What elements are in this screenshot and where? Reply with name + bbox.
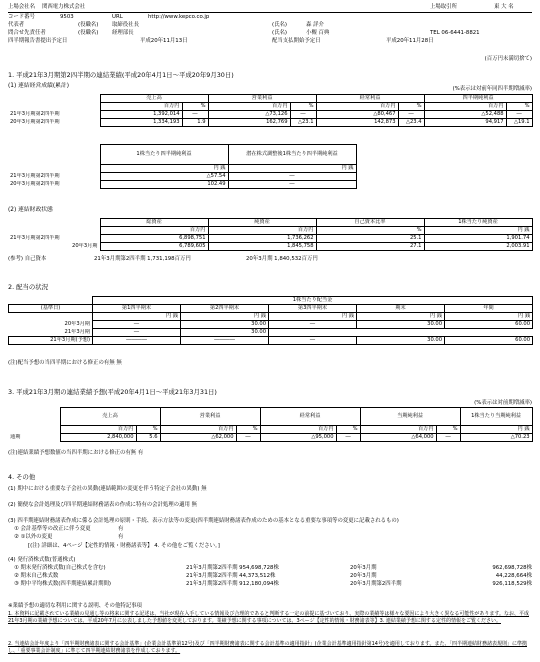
row-label: 21年3月期第2四半期 xyxy=(10,111,60,118)
cell: ― xyxy=(506,111,532,119)
dividend-note: (注)配当予想の当四半期における修正の有無 無 xyxy=(8,360,122,366)
code-value: 9503 xyxy=(60,14,74,20)
cell: △23.1 xyxy=(290,119,316,127)
cell: △70.23 xyxy=(460,434,532,442)
contact-name: 小槻 百典 xyxy=(306,30,330,36)
col-equity-ratio: 自己資本比率 xyxy=(316,219,424,227)
col-eps: 1株当たり四半期純利益 xyxy=(100,145,228,165)
rep-name-label: (氏名) xyxy=(272,22,287,28)
cell: △64,000 xyxy=(360,434,436,442)
unit: 百万円 xyxy=(100,227,208,235)
table-row xyxy=(8,181,356,189)
shares-value-prior: 926,118,529株 xyxy=(492,581,532,587)
unit: 百万円 xyxy=(100,103,182,111)
contact-name-label: (氏名) xyxy=(272,30,287,36)
row-label: 20年3月期第2四半期 xyxy=(10,119,60,126)
section3-note-right: (%表示は対前期増減率) xyxy=(474,400,532,406)
footer-paragraph-1: 1. 本資料に記載されている業績の見通し等の将来に関する記述は、当社が現在入手している情報及び合理的であると判断する一定の前提に基づいており、実際の業績等は様々な要因により大きく異なる可能性があります。なお、平成21年3月期の業績予想については、平成20年7月に公表しました予想値を変更しております。業績予想に関する事項については、3ページ【定性的情報・財務諸表等】3. 連結業績予想に関する定性的情報をご覧ください。 xyxy=(8,611,529,625)
tel: TEL 06-6441-8821 xyxy=(430,30,480,36)
section2-title: 2. 配当の状況 xyxy=(8,283,49,291)
cell: ― xyxy=(269,321,357,329)
cell: 1,334,193 xyxy=(100,119,182,127)
unit: % xyxy=(236,426,260,434)
cell: 30.00 xyxy=(357,321,445,329)
unit: 円 銭 xyxy=(181,313,269,321)
cell: 6,898,751 xyxy=(100,235,208,243)
cell: 1,845,758 xyxy=(208,243,316,251)
cell: 162,769 xyxy=(208,119,290,127)
row-label: 21年3月期(予想) xyxy=(9,337,93,345)
cell: ― xyxy=(236,434,260,442)
dividend-group-header: 1株当たり配当金 xyxy=(93,297,533,305)
cell: △52,488 xyxy=(424,111,506,119)
unit: % xyxy=(316,227,424,235)
table-row xyxy=(9,321,533,329)
row-label: 通期 xyxy=(10,434,21,441)
section1-sub1: (1) 連結経営成績(累計) xyxy=(8,83,69,89)
unit: 円 銭 xyxy=(93,313,181,321)
cell: ― xyxy=(93,329,181,337)
exchange-label: 上場取引所 xyxy=(430,4,457,10)
cell: 102.49 xyxy=(100,181,228,189)
cell: △62,000 xyxy=(160,434,236,442)
financial-position-table xyxy=(8,218,533,251)
unit: 円 銭 xyxy=(357,313,445,321)
code-label: コード番号 xyxy=(8,14,35,20)
cell: 1,736,262 xyxy=(208,235,316,243)
cell: 30.00 xyxy=(357,337,445,345)
forecast-table xyxy=(8,407,533,442)
unit: 円 銭 xyxy=(424,227,532,235)
row-label: 21年3月期第2四半期 xyxy=(10,235,60,242)
unit: 百万円 xyxy=(208,103,290,111)
exchange-value: 東 大 名 xyxy=(494,4,514,10)
unit: % xyxy=(136,426,160,434)
section4-item1: (1) 期中における重要な子会社の異動(連結範囲の変更を伴う特定子会社の異動) 無 xyxy=(8,486,207,492)
cell: ― xyxy=(398,111,424,119)
section1-title: 1. 平成21年3月期第2四半期の連結業績(平成20年4月1日～平成20年9月30日) xyxy=(8,71,234,79)
eps-table xyxy=(8,144,357,189)
section4-item3a-label: ① 会計基準等の改正に伴う変更 xyxy=(14,526,91,532)
cell: 25.1 xyxy=(316,235,424,243)
unit: 円 銭 xyxy=(269,313,357,321)
contact-title-label: (役職名) xyxy=(78,30,99,36)
equity-note-2: 20年3月期 1,840,532百万円 xyxy=(246,256,318,262)
col-q3: 第3四半期末 xyxy=(269,305,357,313)
shares-label: ③ 期中平均株式数(四半期連結累計期間) xyxy=(14,581,112,587)
url-label: URL xyxy=(112,14,123,20)
col-operating-income: 営業利益 xyxy=(208,95,316,103)
unit: 百万円 xyxy=(60,426,136,434)
table-row xyxy=(8,235,532,243)
col-net-income: 当期純利益 xyxy=(360,408,460,426)
cell: 60.00 xyxy=(445,337,533,345)
col-net-assets: 純資産 xyxy=(208,219,316,227)
cell: 2,840,000 xyxy=(60,434,136,442)
col-year-end: 期末 xyxy=(357,305,445,313)
shares-value-current: 21年3月期第2四半期 912,180,094株 xyxy=(186,581,279,587)
section4-item3-note: [(注) 詳細は、4ページ【定性的情報・財務諸表等】 4. その他をご覧ください。] xyxy=(28,543,220,549)
cell: 27.1 xyxy=(316,243,424,251)
cell: △80,467 xyxy=(316,111,398,119)
section4-item2: (2) 簡便な会計処理及び四半期連結財務諸表の作成に特有の会計処理の適用 無 xyxy=(8,502,197,508)
cell: ― xyxy=(228,181,356,189)
col-operating-income: 営業利益 xyxy=(160,408,260,426)
equity-note-label: (参考) 自己資本 xyxy=(8,256,47,262)
unit: % xyxy=(290,103,316,111)
unit: 百万円 xyxy=(360,426,436,434)
section4-item3a-value: 有 xyxy=(118,526,124,532)
col-q2: 第2四半期末 xyxy=(181,305,269,313)
shares-period-prior: 20年3月期 xyxy=(350,565,377,571)
unit: 百万円 xyxy=(160,426,236,434)
section4-item3b-label: ② ①以外の変更 xyxy=(14,534,53,540)
rep-title-label: (役職名) xyxy=(78,22,99,28)
url-link[interactable]: http://www.kepco.co.jp xyxy=(148,14,210,20)
cell: △23.4 xyxy=(398,119,424,127)
cell: 2,003.91 xyxy=(424,243,532,251)
cell: ― xyxy=(228,173,356,181)
unit: 百万円 xyxy=(208,227,316,235)
cell: △73,126 xyxy=(208,111,290,119)
cell: 60.00 xyxy=(445,321,533,329)
table-row xyxy=(8,119,532,127)
table-row: 21年3月期(予想) ―――― ―――― ― 30.00 60.00 xyxy=(9,337,533,345)
row-label: 20年3月期 xyxy=(64,321,90,328)
table-row xyxy=(8,243,532,251)
cell: 30.00 xyxy=(181,329,269,337)
unit: 円 銭 xyxy=(100,165,228,173)
rep-name: 森 詳介 xyxy=(306,22,324,28)
unit: 百万円 xyxy=(260,426,336,434)
footer-paragraph-2: 2. 当連結会計年度より「四半期財務諸表に関する会計基準」(企業会計基準第12号)及び「四半期財務諸表に関する会計基準の適用指針」(企業会計基準適用指針第14号)を適用しております。また、「四半期連結財務諸表規則」に準拠し、「重要事業会計制度」に準じて四半期連結財務諸表を作成しております。 xyxy=(8,641,527,655)
table-row xyxy=(8,173,356,181)
col-annual: 年間 xyxy=(445,305,533,313)
cell: 5.6 xyxy=(136,434,160,442)
cell: ― xyxy=(436,434,460,442)
rep-title: 取締役社長 xyxy=(112,22,139,28)
col-diluted-eps: 潜在株式調整後1株当たり四半期純利益 xyxy=(228,145,356,165)
cell: 1,392,014 xyxy=(100,111,182,119)
section4-item4: (4) 発行済株式数(普通株式) xyxy=(8,557,76,563)
dividend-table xyxy=(8,296,533,345)
row-label: 21年3月期 xyxy=(64,329,90,336)
col-total-assets: 総資産 xyxy=(100,219,208,227)
section1-sub1-note: (%表示は対前年同四半期増減率) xyxy=(452,86,532,92)
dividend-date: 平成20年11月28日 xyxy=(386,38,434,44)
col-sales: 売上高 xyxy=(100,95,208,103)
shares-period-prior: 20年3月期第2四半期 xyxy=(350,581,402,587)
cell: ― xyxy=(93,321,181,329)
cell: 142,873 xyxy=(316,119,398,127)
cell: ― xyxy=(269,337,357,345)
col-sales: 売上高 xyxy=(60,408,160,426)
cell: 1,901.74 xyxy=(424,235,532,243)
col-ordinary-income: 経常利益 xyxy=(316,95,424,103)
col-q1: 第1四半期末 xyxy=(93,305,181,313)
unit: 円 銭 xyxy=(445,313,533,321)
company-label: 上場会社名 xyxy=(8,4,35,10)
unit: 百万円 xyxy=(424,103,506,111)
results-table xyxy=(8,94,533,127)
shares-value-prior: 44,228,664株 xyxy=(495,573,532,579)
unit: 円 銭 xyxy=(460,426,532,434)
section3-title: 3. 平成21年3月期の連結業績予想(平成20年4月1日～平成21年3月31日) xyxy=(8,388,217,396)
unit-note: (百万円未満切捨て) xyxy=(484,56,532,62)
equity-note-1: 21年3月期第2四半期 1,731,198百万円 xyxy=(94,256,191,262)
footer-title: ※業績予想の適切な利用に関する説明、その他特記事項 xyxy=(8,603,142,609)
shares-label: ② 期末自己株式数 xyxy=(14,573,59,579)
section1-sub2: (2) 連結財政状態 xyxy=(8,207,53,213)
header-rule xyxy=(8,12,532,13)
contact-title: 経理部長 xyxy=(112,30,134,36)
cell: 1.9 xyxy=(182,119,208,127)
company-name: 関西電力株式会社 xyxy=(42,4,86,10)
row-label: 21年3月期第2四半期 xyxy=(10,173,60,180)
contact-label: 問合せ先責任者 xyxy=(8,30,46,36)
col-ordinary-income: 経常利益 xyxy=(260,408,360,426)
report-date: 平成20年11月13日 xyxy=(140,38,188,44)
cell: 30.00 xyxy=(181,321,269,329)
cell: 94,917 xyxy=(424,119,506,127)
row-label: 20年3月期 xyxy=(72,243,98,250)
col-bps: 1株当たり純資産 xyxy=(424,219,532,227)
unit: 百万円 xyxy=(316,103,398,111)
col-net-income: 四半期純利益 xyxy=(424,95,532,103)
unit: % xyxy=(336,426,360,434)
shares-label: ① 期末発行済株式数(自己株式を含む) xyxy=(14,565,106,571)
section4-title: 4. その他 xyxy=(8,473,36,481)
shares-value-current: 21年3月期第2四半期 954,698,728株 xyxy=(186,565,279,571)
table-row xyxy=(9,329,533,337)
unit: % xyxy=(398,103,424,111)
cell: ― xyxy=(182,111,208,119)
cell: ― xyxy=(336,434,360,442)
cell: △95,000 xyxy=(260,434,336,442)
col-eps: 1株当たり当期純利益 xyxy=(460,408,532,426)
dividend-date-label: 配当支払開始予定日 xyxy=(272,38,321,44)
shares-value-current: 21年3月期第2四半期 44,373,512株 xyxy=(186,573,276,579)
section4-item3: (3) 四半期連結財務諸表作成に係る会計処理の原則・手続、表示方法等の変更(四半期連結財務諸表作成のための基本となる重要な事項等の変更に記載されるもの) xyxy=(8,518,399,524)
unit: % xyxy=(182,103,208,111)
shares-period-prior: 20年3月期 xyxy=(350,573,377,579)
cell: △19.1 xyxy=(506,119,532,127)
cell: 6,789,605 xyxy=(100,243,208,251)
shares-value-prior: 962,698,728株 xyxy=(492,565,532,571)
base-date-label: (基準日) xyxy=(9,305,93,313)
forecast-note: (注)連結業績予想数値の当四半期における修正の有無 有 xyxy=(8,450,144,456)
rep-label: 代表者 xyxy=(8,22,25,28)
unit: % xyxy=(436,426,460,434)
row-label: 20年3月期第2四半期 xyxy=(10,181,60,188)
table-row xyxy=(8,111,532,119)
table-row xyxy=(8,434,532,442)
unit: 円 銭 xyxy=(228,165,356,173)
cell: △57.54 xyxy=(100,173,228,181)
cell: ― xyxy=(290,111,316,119)
unit: % xyxy=(506,103,532,111)
section4-item3b-value: 有 xyxy=(118,534,124,540)
report-date-label: 四半期報告書提出予定日 xyxy=(8,38,68,44)
